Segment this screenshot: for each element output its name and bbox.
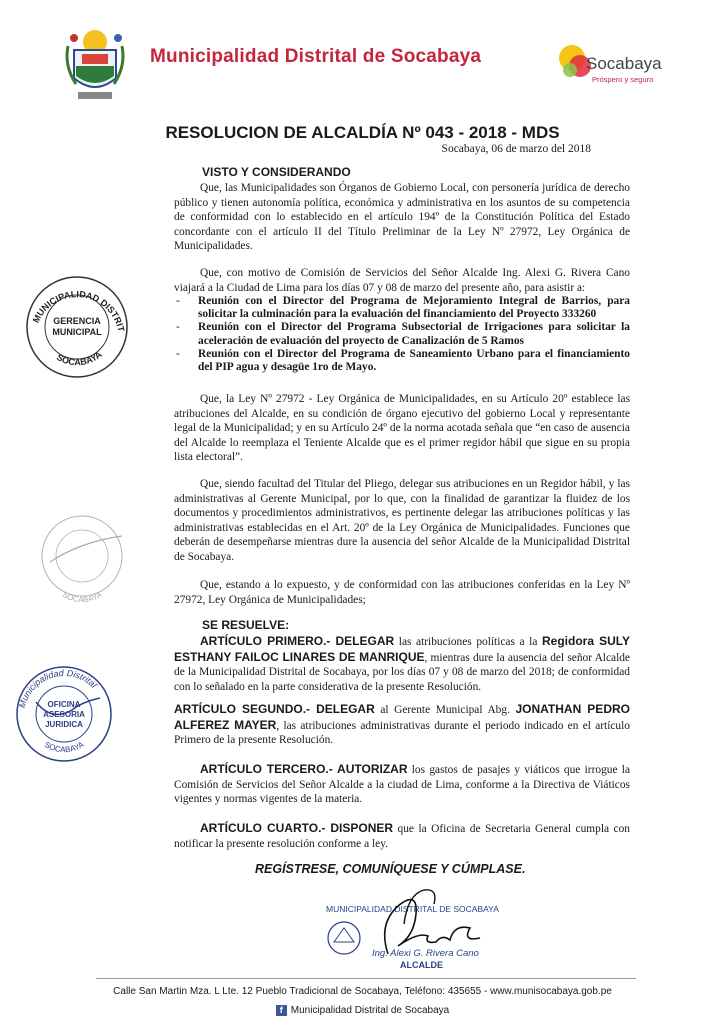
asesoria-juridica-stamp — [12, 662, 116, 766]
asesoria-stamp-ring: Municipalidad Distrital — [16, 667, 99, 710]
gerencia-municipal-stamp — [22, 272, 132, 382]
asesoria-stamp-center-3: JURIDICA — [45, 720, 83, 729]
article-second — [174, 702, 630, 748]
visto-paragraph-3: Que, la Ley Nº 27972 - Ley Orgánica de Municipalidades, en su Artículo 20º establece las atribuciones del Alcalde, en su condición de órgano ejecutivo del gobierno Local y representante legal de la Municipalidad; y en su Artículo 24º de la norma acotada señala que “en caso de ausencia del Alcalde lo reemplaza el Teniente Alcalde que es el primer regidor hábil que sigue en su propia lista electoral”. — [174, 393, 630, 464]
article-first-label: ARTÍCULO PRIMERO.- DELEGAR — [200, 634, 395, 648]
asesoria-stamp-bottom: SOCABAYA — [42, 739, 86, 755]
footer-social — [0, 1001, 725, 1019]
signature-line-3: ALCALDE — [400, 960, 443, 970]
gerencia-stamp-center-1: GERENCIA — [53, 316, 101, 326]
meeting-list-item: - Reunión con el Director del Programa de Mejoramiento Integral de Barrios, para solicitar la culminación para la evaluación del financiamiento del Proyecto 333260 — [174, 295, 630, 321]
mayor-signature-block — [318, 884, 508, 976]
municipal-crest-logo — [62, 26, 128, 102]
article-fourth — [174, 821, 630, 851]
footer-facebook-name: Municipalidad Distrital de Socabaya — [290, 1004, 450, 1016]
article-first — [174, 634, 630, 694]
article-third-label: ARTÍCULO TERCERO.- AUTORIZAR — [200, 762, 408, 776]
meeting-list-item: - Reunión con el Director del Programa de Saneamiento Urbano para el financiamiento del PIP agua y desagüe 1ro de Mayo. — [174, 348, 630, 374]
article-third-text: los gastos de pasajes y viáticos que irrogue la Comisión de Servicios del Señor Alcalde a la ciudad de Lima, conforme a la Directiva de Viáticos vigentes y normas vigentes de la materia. — [174, 764, 630, 806]
article-first-name: Regidora SULY ESTHANY FAILOC LINARES DE MANRIQUE — [174, 634, 630, 664]
svg-text:SOCABAYA — [61, 590, 104, 604]
article-first-text-2: , mientras dure la ausencia del señor Alcalde de la Municipalidad Distrital de Socabaya, por los días 07 y 08 de marzo del 2018; de conformidad con lo señalado en la parte considerativa de la presente Resolución. — [174, 651, 630, 693]
meeting-list-item: - Reunión con el Director del Programa Subsectorial de Irrigaciones para solicitar la aceleración de evaluación del proyecto de Canalización de 5 Ramos — [174, 321, 630, 347]
socabaya-brand-logo — [556, 40, 676, 88]
resuelve-heading: SE RESUELVE: — [202, 618, 290, 632]
article-second-name: JONATHAN PEDRO ALFEREZ MAYER — [174, 702, 630, 732]
faint-stamp-bottom: SOCABAYA — [60, 589, 104, 604]
municipality-header-title: Municipalidad Distrital de Socabaya — [150, 46, 482, 67]
signature-line-2: Ing. Alexi G. Rivera Cano — [372, 948, 479, 959]
article-fourth-label: ARTÍCULO CUARTO.- DISPONER — [200, 821, 394, 835]
closing-formula: REGÍSTRESE, COMUNÍQUESE Y CÚMPLASE. — [255, 862, 526, 876]
asesoria-stamp-center-2: ASESORIA — [43, 710, 85, 719]
brand-tagline: Próspero y seguro — [592, 75, 654, 84]
article-fourth-text: que la Oficina de Secretaria General cumpla con notificar la presente resolución conforme a ley. — [174, 823, 630, 850]
asesoria-stamp-center-1: OFICINA — [47, 700, 81, 709]
gerencia-stamp-bottom: SOCABAYA — [55, 349, 104, 368]
article-second-text-1: al Gerente Municipal Abg. — [374, 704, 516, 716]
handwritten-signature — [358, 884, 498, 964]
visto-paragraph-5: Que, estando a lo expuesto, y de conformidad con las atribuciones conferidas en la Ley Nº 27972, Ley Orgánica de Municipalidades; — [174, 579, 630, 606]
footer-divider — [96, 978, 636, 979]
signature-line-1: MUNICIPALIDAD DISTRITAL DE SOCABAYA — [326, 904, 499, 914]
visto-paragraph-2: Que, con motivo de Comisión de Servicios del Señor Alcalde Ing. Alexi G. Rivera Cano viajará a la Ciudad de Lima para los días 07 y 08 de marzo del presente año, para asistir a: — [174, 267, 630, 294]
article-first-text-1: las atribuciones políticas a la — [394, 636, 542, 648]
meeting-list — [174, 295, 630, 374]
visto-paragraph-4: Que, siendo facultad del Titular del Pliego, delegar sus atribuciones en un Regidor hábil, y las administrativas al Gerente Municipal, por lo que, con la finalidad de garantizar la fluidez de los documentos y procedimientos administrativos, es pertinente delegar las atribuciones políticas y las administrativas establecidas en el Art. 20º de la Ley Orgánica de Municipalidades. Funciones que deberán de desempeñarse mientras dure la ausencia del señor Alcalde de la Municipalidad Distrital de Socabaya. — [174, 478, 630, 563]
facebook-icon: f — [276, 1005, 287, 1016]
article-second-label: ARTÍCULO SEGUNDO.- DELEGAR — [174, 702, 375, 716]
visto-paragraph-1: Que, las Municipalidades son Órganos de Gobierno Local, con personería jurídica de derecho público y tienen autonomía política, económica y administrativa en los asuntos de su competencia de conformidad con lo establecido en el artículo 194º de la Constitución Política del Estado concordante con el artículo II del Título Preliminar de la Ley Nº 27972, Ley Orgánica de Municipalidades. — [174, 182, 630, 253]
article-second-text-2: , las atribuciones administrativas durante el periodo indicado en el artículo Primero de la presente Resolución. — [174, 719, 630, 747]
resolution-date: Socabaya, 06 de marzo del 2018 — [441, 143, 591, 155]
footer-address: Calle San Martin Mza. L Lte. 12 Pueblo Tradicional de Socabaya, Teléfono: 435655 - www.munisocabaya.gob.pe — [113, 986, 612, 997]
visto-heading: VISTO Y CONSIDERANDO — [202, 165, 351, 179]
brand-name: Socabaya — [586, 54, 662, 73]
signature-seal-icon — [326, 920, 362, 956]
gerencia-stamp-ring: MUNICIPALIDAD DISTRIT — [30, 289, 127, 333]
article-third — [174, 762, 630, 807]
svg-text:SOCABAYA — [55, 349, 104, 367]
resolution-title: RESOLUCION DE ALCALDÍA Nº 043 - 2018 - MDS — [165, 123, 560, 142]
faint-stamp — [30, 512, 130, 604]
gerencia-stamp-center-2: MUNICIPAL — [52, 327, 102, 337]
